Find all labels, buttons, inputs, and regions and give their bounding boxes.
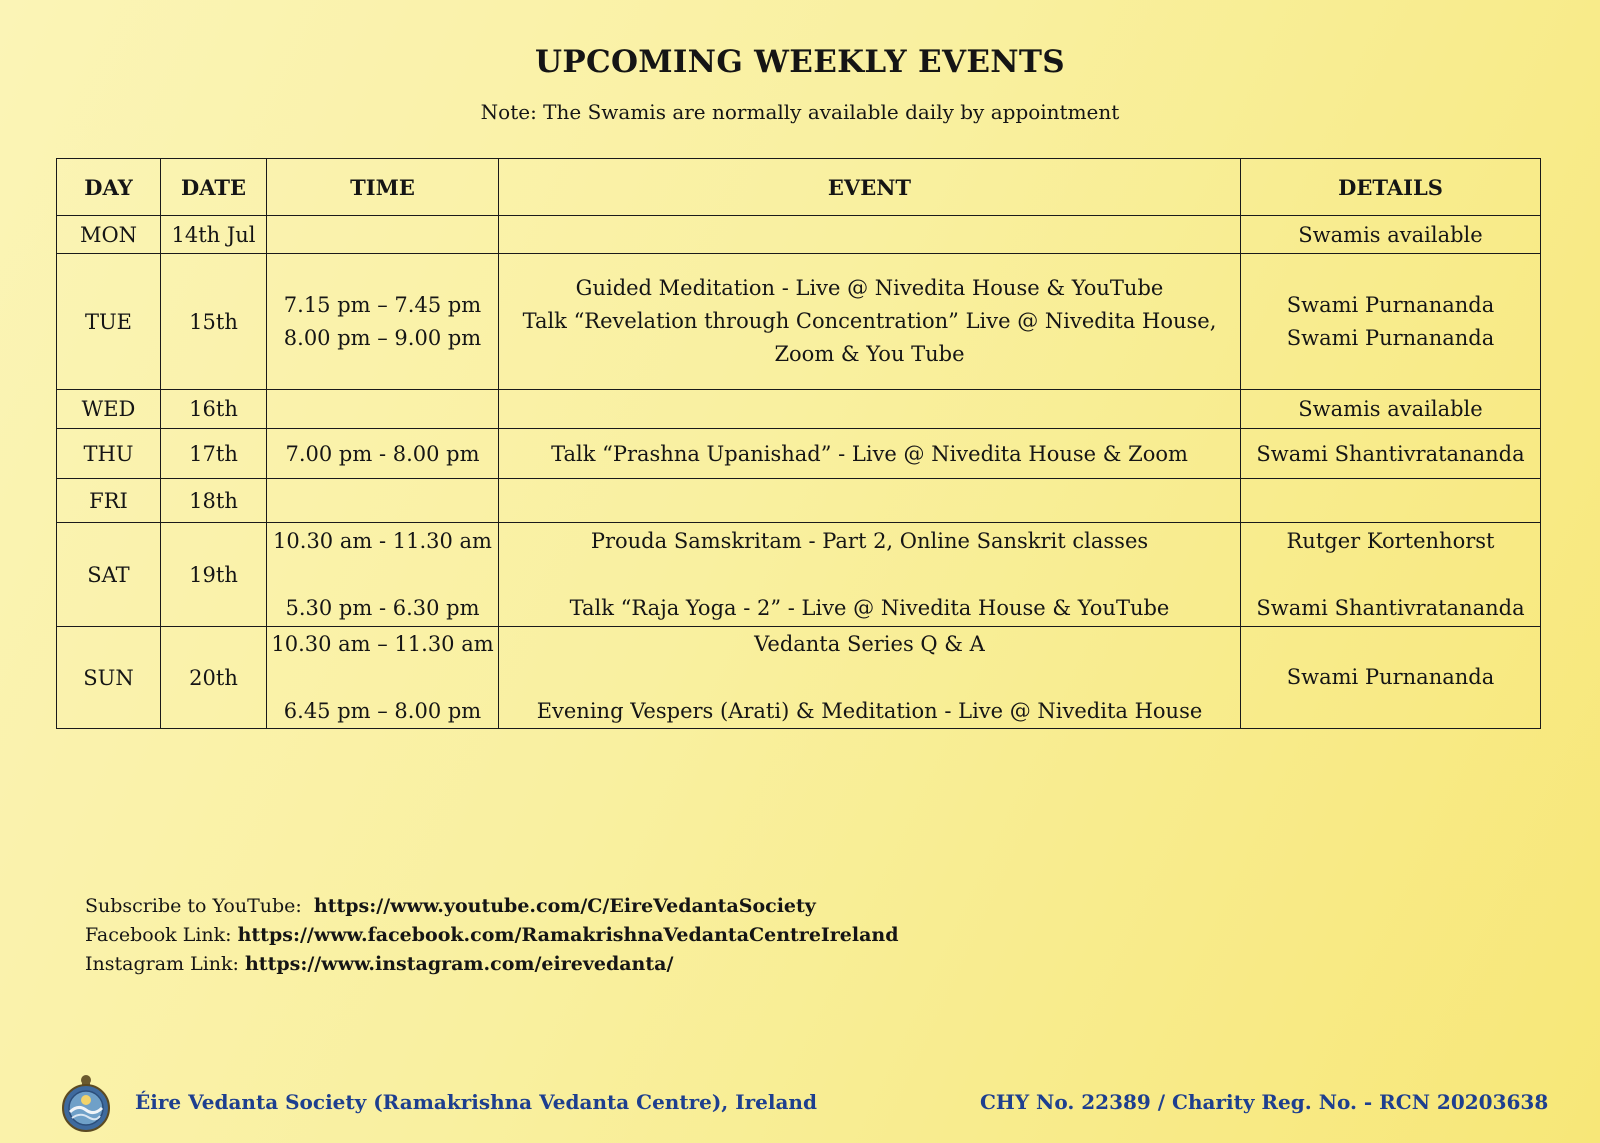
details-item: Swami Purnananda [1286,665,1495,689]
event-item: Guided Meditation - Live @ Nivedita House & YouTube [575,276,1164,300]
page-title: UPCOMING WEEKLY EVENTS [535,44,1065,80]
date-cell: 18th [161,479,267,523]
time-slot: 8.00 pm – 9.00 pm [283,325,482,350]
event-cell: Talk “Prashna Upanishad” - Live @ Nivedita House & Zoom [499,429,1241,479]
date-cell: 17th [161,429,267,479]
facebook-link-line [85,921,899,950]
event-cell [499,216,1241,254]
details-item: Rutger Kortenhorst [1286,528,1495,553]
time-slot: 7.15 pm – 7.45 pm [283,292,482,317]
charity-number: CHY No. 22389 / Charity Reg. No. - RCN 20203638 [980,1090,1549,1114]
table-row [57,479,1541,523]
time-cell [267,627,499,729]
date-cell: 20th [161,627,267,729]
event-item: Talk “Raja Yoga - 2” - Live @ Nivedita House & YouTube [569,595,1170,620]
day-cell: SUN [57,627,161,729]
youtube-link-label: Subscribe to YouTube: [85,895,302,917]
table-row [57,216,1541,254]
time-slot: 10.30 am – 11.30 am [271,631,494,656]
date-cell: 19th [161,523,267,627]
time-cell [267,390,499,429]
time-cell [267,216,499,254]
day-cell: THU [57,429,161,479]
day-cell: WED [57,390,161,429]
appointment-note: Note: The Swamis are normally available daily by appointment [480,100,1120,124]
table-row [57,523,1541,627]
instagram-link-label: Instagram Link: [85,953,239,975]
details-cell [1241,627,1541,729]
table-header-row [57,159,1541,216]
event-cell [499,390,1241,429]
event-cell [499,523,1241,627]
day-cell: FRI [57,479,161,523]
facebook-link[interactable]: https://www.facebook.com/RamakrishnaVedantaCentreIreland [237,924,899,946]
event-item: Prouda Samskritam - Part 2, Online Sanskrit classes [590,528,1149,553]
details-cell [1241,254,1541,390]
day-cell: TUE [57,254,161,390]
details-cell [1241,523,1541,627]
facebook-link-label: Facebook Link: [85,924,232,946]
details-cell: Swamis available [1241,216,1541,254]
event-item: Talk “Revelation through Concentration” Live @ Nivedita House, Zoom & You Tube [522,309,1217,366]
instagram-link[interactable]: https://www.instagram.com/eirevedanta/ [244,953,674,975]
details-item: Swami Purnananda [1286,292,1495,317]
society-emblem-icon [58,1072,114,1132]
time-cell [267,254,499,390]
time-slot: 6.45 pm – 8.00 pm [283,698,482,723]
header-time: TIME [267,159,499,216]
time-cell [267,523,499,627]
table-row [57,627,1541,729]
time-slot: 5.30 pm - 6.30 pm [285,595,480,620]
day-cell: MON [57,216,161,254]
details-cell: Swami Shantivratananda [1241,429,1541,479]
event-item: Evening Vespers (Arati) & Meditation - Live @ Nivedita House [536,698,1203,723]
date-cell: 16th [161,390,267,429]
instagram-link-line [85,950,899,979]
table-row [57,254,1541,390]
event-cell [499,254,1241,390]
event-cell [499,627,1241,729]
youtube-link[interactable]: https://www.youtube.com/C/EireVedantaSociety [313,895,816,917]
date-cell: 15th [161,254,267,390]
header-event: EVENT [499,159,1241,216]
header-day: DAY [57,159,161,216]
time-slot: 10.30 am - 11.30 am [273,528,492,553]
details-cell: Swamis available [1241,390,1541,429]
event-cell [499,479,1241,523]
youtube-link-line [85,892,899,921]
details-cell [1241,479,1541,523]
time-cell: 7.00 pm - 8.00 pm [267,429,499,479]
table-row [57,390,1541,429]
events-table [56,158,1541,729]
organization-name: Éire Vedanta Society (Ramakrishna Vedanta Centre), Ireland [135,1090,817,1114]
date-cell: 14th Jul [161,216,267,254]
time-cell [267,479,499,523]
header-details: DETAILS [1241,159,1541,216]
social-links [85,892,899,979]
table-row [57,429,1541,479]
header-date: DATE [161,159,267,216]
day-cell: SAT [57,523,161,627]
event-item: Vedanta Series Q & A [754,631,985,656]
details-item: Swami Purnananda [1286,325,1495,350]
details-item: Swami Shantivratananda [1256,595,1525,620]
